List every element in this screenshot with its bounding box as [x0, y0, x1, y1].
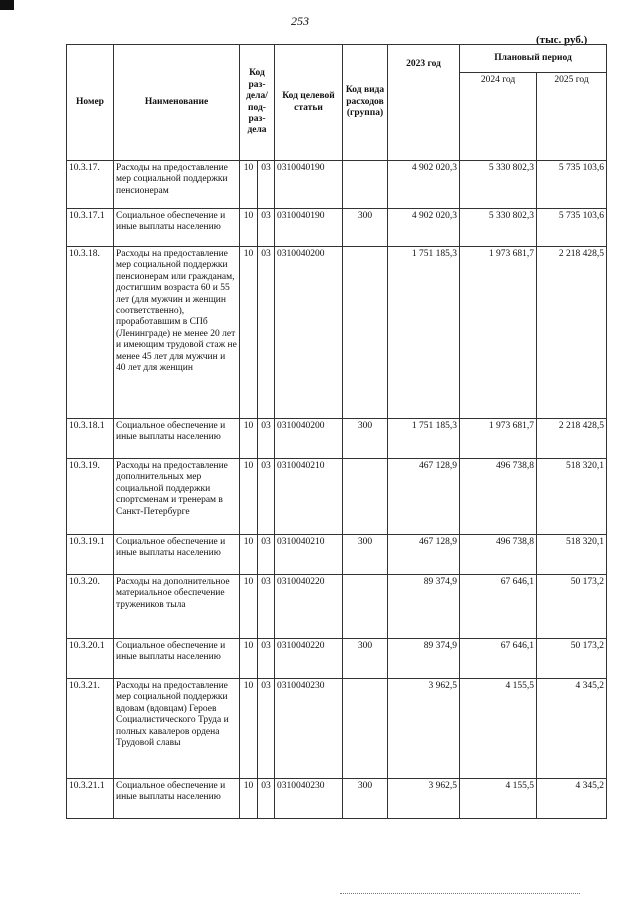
row-expense-code [343, 161, 388, 209]
row-subsection: 03 [258, 575, 275, 639]
row-name: Социальное обеспечение и иные выплаты населению [114, 209, 240, 247]
header-2025: 2025 год [537, 73, 607, 161]
row-number: 10.3.19. [67, 459, 114, 535]
row-expense-code [343, 459, 388, 535]
row-value-2023: 467 128,9 [388, 535, 460, 575]
row-value-2025: 518 320,1 [537, 535, 607, 575]
row-value-2023: 3 962,5 [388, 679, 460, 779]
row-value-2025: 2 218 428,5 [537, 247, 607, 419]
table-row [67, 209, 607, 247]
row-name: Расходы на предоставление мер социальной поддержки пенсионерам [114, 161, 240, 209]
row-value-2024: 5 330 802,3 [460, 209, 537, 247]
row-value-2023: 1 751 185,3 [388, 419, 460, 459]
header-2023: 2023 год [388, 45, 460, 161]
table-row [67, 247, 607, 419]
header-expense-code: Код вида расходов (группа) [343, 45, 388, 161]
row-section: 10 [240, 247, 258, 419]
table-row [67, 419, 607, 459]
row-target-code: 0310040220 [275, 639, 343, 679]
row-name: Расходы на предоставление мер социальной поддержки вдовам (вдовцам) Героев Социалистического Труда и полных кавалеров ордена Трудовой славы [114, 679, 240, 779]
row-section: 10 [240, 679, 258, 779]
row-value-2025: 5 735 103,6 [537, 209, 607, 247]
row-value-2023: 1 751 185,3 [388, 247, 460, 419]
row-expense-code: 300 [343, 779, 388, 819]
row-value-2024: 67 646,1 [460, 575, 537, 639]
row-value-2024: 1 973 681,7 [460, 419, 537, 459]
row-value-2023: 4 902 020,3 [388, 161, 460, 209]
row-expense-code: 300 [343, 535, 388, 575]
row-value-2025: 518 320,1 [537, 459, 607, 535]
header-name: Наименование [114, 45, 240, 161]
header-target-code: Код целевой статьи [275, 45, 343, 161]
row-number: 10.3.21.1 [67, 779, 114, 819]
row-expense-code [343, 247, 388, 419]
row-expense-code: 300 [343, 419, 388, 459]
row-number: 10.3.19.1 [67, 535, 114, 575]
row-value-2024: 1 973 681,7 [460, 247, 537, 419]
row-subsection: 03 [258, 459, 275, 535]
row-name: Социальное обеспечение и иные выплаты населению [114, 535, 240, 575]
row-number: 10.3.20.1 [67, 639, 114, 679]
scan-corner-mark [0, 0, 14, 10]
table-row [67, 459, 607, 535]
row-target-code: 0310040210 [275, 459, 343, 535]
row-section: 10 [240, 419, 258, 459]
row-number: 10.3.20. [67, 575, 114, 639]
row-expense-code: 300 [343, 209, 388, 247]
row-number: 10.3.21. [67, 679, 114, 779]
row-value-2024: 496 738,8 [460, 535, 537, 575]
row-value-2025: 50 173,2 [537, 575, 607, 639]
row-number: 10.3.18.1 [67, 419, 114, 459]
row-section: 10 [240, 575, 258, 639]
row-name: Социальное обеспечение и иные выплаты населению [114, 639, 240, 679]
row-target-code: 0310040230 [275, 779, 343, 819]
table-row [67, 679, 607, 779]
row-subsection: 03 [258, 161, 275, 209]
row-value-2023: 467 128,9 [388, 459, 460, 535]
header-number: Номер [67, 45, 114, 161]
row-target-code: 0310040220 [275, 575, 343, 639]
table-row [67, 161, 607, 209]
table-row [67, 639, 607, 679]
row-subsection: 03 [258, 639, 275, 679]
row-subsection: 03 [258, 419, 275, 459]
row-value-2025: 4 345,2 [537, 779, 607, 819]
row-name: Расходы на предоставление дополнительных мер социальной поддержки спортсменам и тренерам в Санкт-Петербурге [114, 459, 240, 535]
row-section: 10 [240, 535, 258, 575]
row-subsection: 03 [258, 679, 275, 779]
row-value-2023: 3 962,5 [388, 779, 460, 819]
row-value-2024: 4 155,5 [460, 679, 537, 779]
row-number: 10.3.17.1 [67, 209, 114, 247]
row-section: 10 [240, 779, 258, 819]
row-name: Социальное обеспечение и иные выплаты населению [114, 779, 240, 819]
row-value-2025: 50 173,2 [537, 639, 607, 679]
row-section: 10 [240, 161, 258, 209]
row-value-2024: 496 738,8 [460, 459, 537, 535]
row-value-2023: 4 902 020,3 [388, 209, 460, 247]
row-subsection: 03 [258, 247, 275, 419]
row-subsection: 03 [258, 779, 275, 819]
units-label: (тыс. руб.) [536, 34, 588, 46]
header-planning-period: Плановый период [460, 45, 607, 73]
budget-table [66, 44, 607, 819]
row-value-2025: 2 218 428,5 [537, 419, 607, 459]
row-number: 10.3.18. [67, 247, 114, 419]
row-value-2023: 89 374,9 [388, 575, 460, 639]
table-row [67, 779, 607, 819]
row-subsection: 03 [258, 209, 275, 247]
row-subsection: 03 [258, 535, 275, 575]
row-target-code: 0310040190 [275, 161, 343, 209]
row-value-2025: 4 345,2 [537, 679, 607, 779]
header-2024: 2024 год [460, 73, 537, 161]
row-expense-code [343, 679, 388, 779]
row-number: 10.3.17. [67, 161, 114, 209]
row-section: 10 [240, 639, 258, 679]
row-name: Социальное обеспечение и иные выплаты населению [114, 419, 240, 459]
header-section-code: Код раз-дела/ под-раз-дела [240, 45, 275, 161]
footer-rule [340, 893, 580, 900]
row-name: Расходы на дополнительное материальное обеспечение тружеников тыла [114, 575, 240, 639]
table-row [67, 575, 607, 639]
row-value-2024: 5 330 802,3 [460, 161, 537, 209]
row-value-2024: 67 646,1 [460, 639, 537, 679]
row-value-2025: 5 735 103,6 [537, 161, 607, 209]
row-target-code: 0310040210 [275, 535, 343, 575]
row-expense-code [343, 575, 388, 639]
row-name: Расходы на предоставление мер социальной поддержки пенсионерам или гражданам, достигшим возраста 60 и 55 лет (для мужчин и женщин соответственно), проработавшим в СПб (Ленинграде) не менее 20 лет и имеющим трудовой стаж не менее 45 лет для мужчин и 40 лет для женщин [114, 247, 240, 419]
row-section: 10 [240, 209, 258, 247]
row-target-code: 0310040230 [275, 679, 343, 779]
row-value-2024: 4 155,5 [460, 779, 537, 819]
row-target-code: 0310040200 [275, 419, 343, 459]
row-section: 10 [240, 459, 258, 535]
table-row [67, 535, 607, 575]
page-number: 253 [291, 14, 309, 28]
row-target-code: 0310040200 [275, 247, 343, 419]
row-expense-code: 300 [343, 639, 388, 679]
row-target-code: 0310040190 [275, 209, 343, 247]
row-value-2023: 89 374,9 [388, 639, 460, 679]
